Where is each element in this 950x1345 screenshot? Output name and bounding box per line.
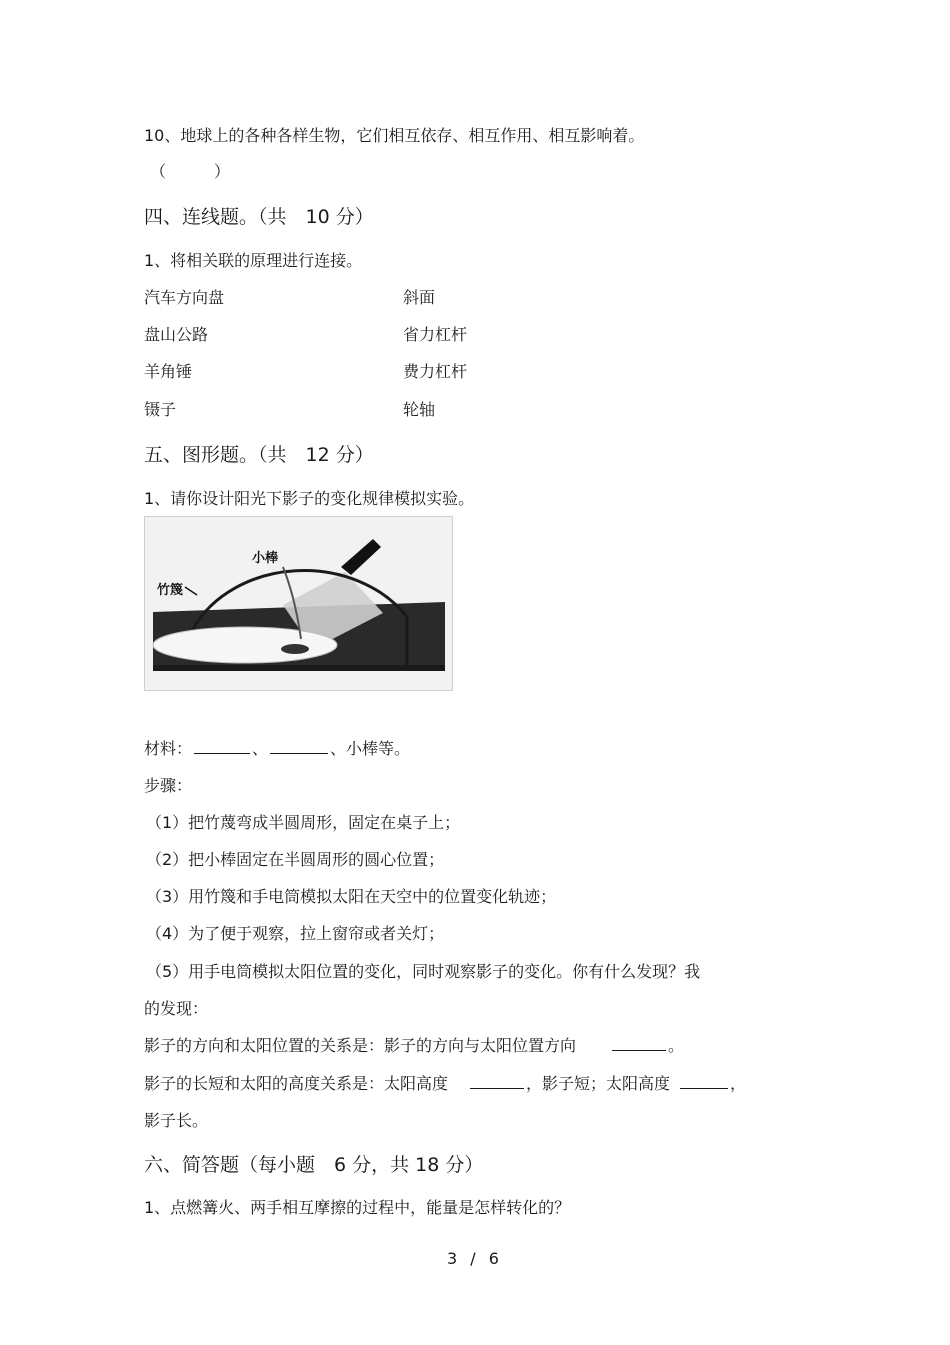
materials-suffix: 、小棒等。 xyxy=(330,739,411,758)
materials-separator: 、 xyxy=(252,739,269,758)
shadow-experiment-figure xyxy=(144,516,453,691)
finding-1-blank[interactable] xyxy=(612,1036,666,1051)
finding-2-middle: ，影子短；太阳高度 xyxy=(526,1074,671,1093)
materials-blank-2[interactable] xyxy=(270,739,328,754)
match-left-3: 羊角锤 xyxy=(144,362,193,381)
finding-continuation: 的发现： xyxy=(144,999,209,1018)
section-5-question-1: 1、请你设计阳光下影子的变化规律模拟实验。 xyxy=(144,489,475,508)
section-4-question-1: 1、将相关联的原理进行连接。 xyxy=(144,251,363,270)
section-6-question-1: 1、点燃篝火、两手相互摩擦的过程中，能量是怎样转化的？ xyxy=(144,1198,571,1217)
step-4: （4）为了便于观察，拉上窗帘或者关灯； xyxy=(146,924,445,943)
match-right-1: 斜面 xyxy=(403,288,436,307)
match-left-1: 汽车方向盘 xyxy=(144,288,225,307)
question-10-text: 10、地球上的各种各样生物，它们相互依存、相互作用、相互影响着。 xyxy=(144,126,645,145)
page-number: 3 / 6 xyxy=(447,1249,503,1268)
match-left-2: 盘山公路 xyxy=(144,325,209,344)
question-10-answer-paren: （ ） xyxy=(150,162,231,181)
finding-1-prefix: 影子的方向和太阳位置的关系是：影子的方向与太阳位置方向 xyxy=(144,1036,577,1055)
materials-line xyxy=(144,738,410,760)
finding-2-continuation: 影子长。 xyxy=(144,1111,209,1130)
step-2: （2）把小棒固定在半圆周形的圆心位置； xyxy=(146,850,445,869)
match-right-4: 轮轴 xyxy=(403,400,436,419)
match-right-2: 省力杠杆 xyxy=(403,325,468,344)
step-5: （5）用手电筒模拟太阳位置的变化，同时观察影子的变化。你有什么发现？我 xyxy=(146,962,701,981)
steps-label: 步骤： xyxy=(144,776,193,795)
match-left-4: 镊子 xyxy=(144,400,177,419)
experiment-illustration xyxy=(145,517,452,690)
figure-label-stick: 小棒 xyxy=(252,551,279,566)
step-1: （1）把竹蔑弯成半圆周形，固定在桌子上； xyxy=(146,813,461,832)
section-6-title: 六、简答题（每小题 6 分，共 18 分） xyxy=(144,1154,484,1176)
finding-2-suffix: ， xyxy=(730,1074,747,1093)
finding-2-blank-1[interactable] xyxy=(470,1074,524,1089)
step-3: （3）用竹篾和手电筒模拟太阳在天空中的位置变化轨迹； xyxy=(146,887,557,906)
finding-2-blank-2[interactable] xyxy=(680,1074,728,1089)
finding-2-line xyxy=(144,1073,746,1095)
finding-1-line xyxy=(144,1035,684,1057)
section-4-title: 四、连线题。（共 10 分） xyxy=(144,206,374,228)
figure-label-bamboo: 竹篾 xyxy=(157,583,184,598)
finding-2-prefix: 影子的长短和太阳的高度关系是：太阳高度 xyxy=(144,1074,449,1093)
materials-blank-1[interactable] xyxy=(194,739,250,754)
section-5-title: 五、图形题。（共 12 分） xyxy=(144,444,374,466)
finding-1-suffix: 。 xyxy=(668,1036,685,1055)
match-right-3: 费力杠杆 xyxy=(403,362,468,381)
materials-prefix: 材料： xyxy=(144,739,193,758)
